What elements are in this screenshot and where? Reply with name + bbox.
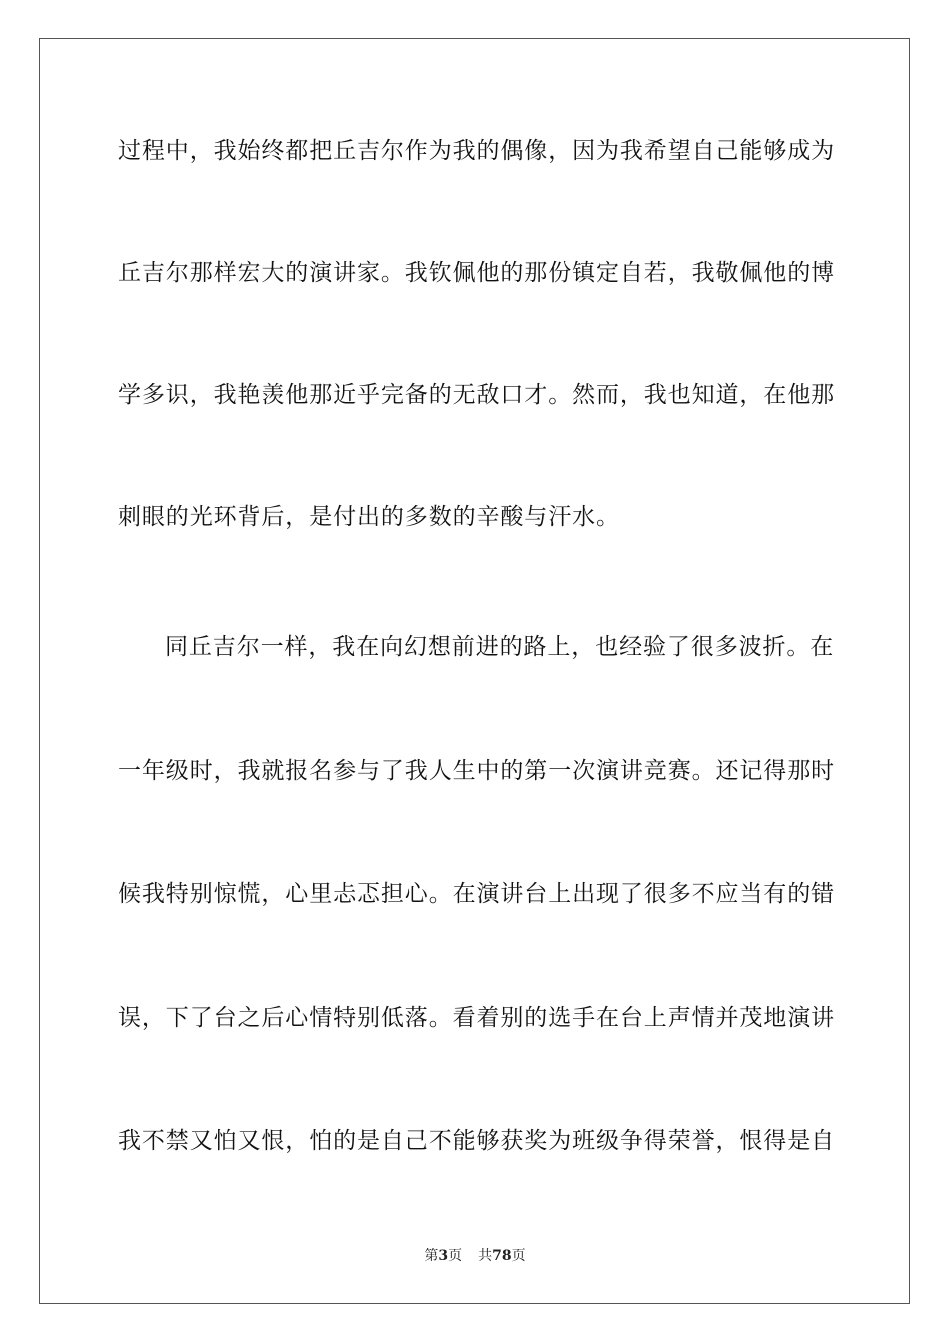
text-line: 一年级时，我就报名参与了我人生中的第一次演讲竞赛。还记得那时 [118,758,835,784]
total-pages: 78 [492,1248,512,1264]
text-line: 我不禁又怕又恨，怕的是自己不能够获奖为班级争得荣誉，恨得是自 [118,1128,835,1154]
text-line: 丘吉尔那样宏大的演讲家。我钦佩他的那份镇定自若，我敬佩他的博 [118,260,835,286]
total-pages-prefix: 共 [478,1248,493,1264]
text-line: 学多识，我艳羡他那近乎完备的无敌口才。然而，我也知道，在他那 [118,382,835,408]
page-number-suffix: 页 [448,1248,463,1264]
page-border [39,38,910,1304]
page-number-prefix: 第 [424,1248,439,1264]
paragraph-first-line: 同丘吉尔一样，我在向幻想前进的路上，也经验了很多波折。在 [165,634,835,660]
text-line: 误，下了台之后心情特别低落。看着别的选手在台上声情并茂地演讲 [118,1005,835,1031]
text-line: 候我特别惊慌，心里忐忑担心。在演讲台上出现了很多不应当有的错 [118,881,835,907]
page-footer [0,1247,950,1265]
text-line: 过程中，我始终都把丘吉尔作为我的偶像，因为我希望自己能够成为 [118,138,835,164]
text-line: 刺眼的光环背后，是付出的多数的辛酸与汗水。 [118,504,620,530]
total-pages-suffix: 页 [511,1248,526,1264]
page-number: 3 [438,1248,449,1264]
